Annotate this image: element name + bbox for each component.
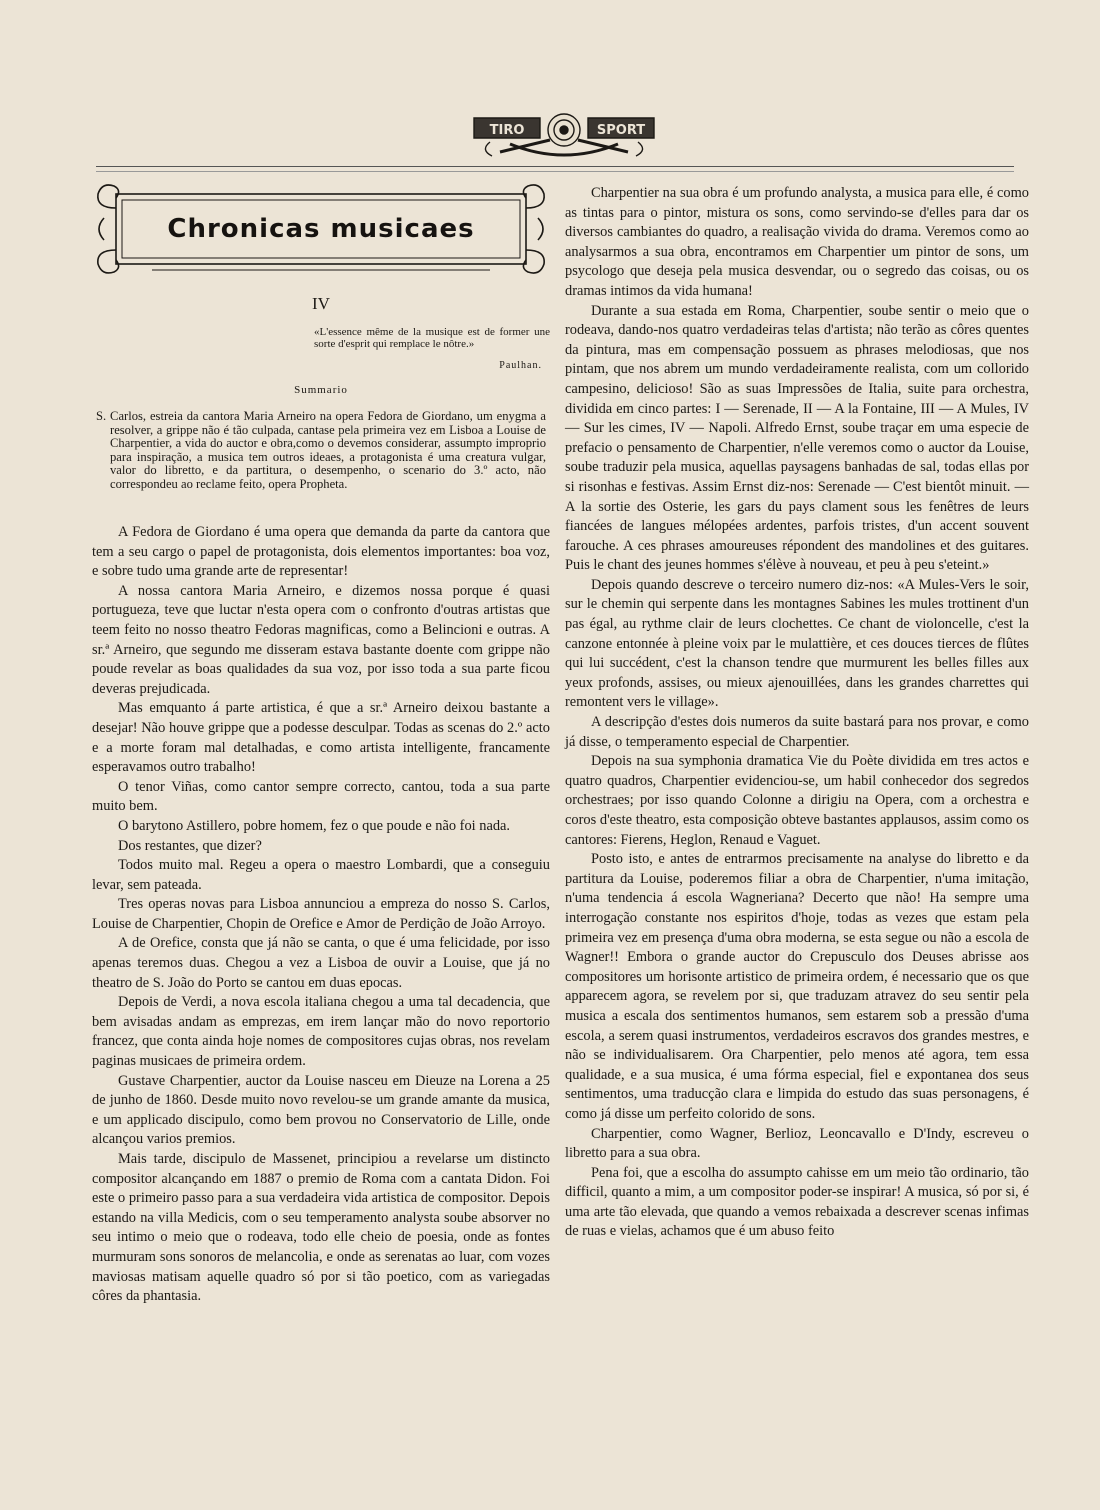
paragraph: Tres operas novas para Lisboa annunciou a empreza do nosso S. Carlos, Louise de Charpentier, Chopin de Orefice e Amor de Perdição de João Arroyo. — [92, 896, 550, 932]
right-body — [565, 184, 1029, 1242]
masthead-word-left: TIRO — [489, 123, 525, 138]
masthead-word-right: SPORT — [596, 123, 646, 138]
paragraph: Todos muito mal. Regeu a opera o maestro Lombardi, que a conseguiu levar, sem pateada. — [92, 857, 550, 893]
left-column — [92, 178, 550, 1307]
paragraph: Posto isto, e antes de entrarmos precisamente na analyse do libretto e da partitura da Louise, poderemos filiar a obra de Charpentier, n'uma imitação, n'uma tendencia á escola Wagneriana? Decerto que não! Ha sempre uma interrogação constante nos espiritos d'hoje, todas as vezes que estam pela primeira vez em presença d'uma obra moderna, se esta segue ou não a escola de Wagner!! Embora o grande auctor do Crepusculo dos Deuses abrisse aos compositores um horisonte artistico de primeira ordem, é necessario que os que apparecem agora, se revelem por si, que traduzam atravez do seu sentir pela musica a escala dos sentimentos humanos, sem estarem sob a pressão d'uma escola, a serem quasi instrumentos, verdadeiros escravos dos grandes mestres, e não se individualisarem. Ora Charpentier, pelo menos até agora, tem essa qualidade, e a sua musica, é uma fórma especial, fiel e expontanea dos seus sentimentos, uma traducção clara e limpida do estudo das suas personagens, é como já disse um perfeito colorido de sons. — [565, 851, 1029, 1122]
paragraph: Pena foi, que a escolha do assumpto cahisse em um meio tão ordinario, tão difficil, quanto a mim, a um compositor poder-se inspirar! A musica, só por si, é uma arte tão elevada, que quando a vemos rebaixada a descrever scenas infimas de ruas e vielas, achamos que é um abuso feito — [565, 1164, 1029, 1240]
part-number: IV — [312, 294, 330, 313]
paragraph: O barytono Astillero, pobre homem, fez o que poude e não foi nada. — [118, 817, 511, 834]
paragraph: Charpentier, como Wagner, Berlioz, Leoncavallo e D'Indy, escreveu o libretto para a sua obra. — [565, 1125, 1029, 1162]
paragraph: Depois na sua symphonia dramatica Vie du Poète dividida em tres actos e quatro quadros, Charpentier evidenciou-se, um habil conhecedor dos segredos orchestraes; por isso quando Colonne a dirigiu na Opera, com a orchestra e coros d'este theatro, esta composição obteve bastantes applausos, assim como os cantores: Fierens, Heglon, Renaud e Vaguet. — [565, 753, 1029, 848]
epigraph — [314, 326, 550, 372]
summary-heading: Summario — [294, 384, 348, 396]
left-body — [92, 523, 550, 1307]
paragraph: A nossa cantora Maria Arneiro, e dizemos nossa porque é quasi portugueza, teve que luctar n'esta opera com o confronto d'outras artistas que teem feito no nosso theatro Fedoras magnificas, como a Belincioni e outras. A sr.ª Arneiro, que segundo me disseram estava bastante doente com grippe não poude revelar as boas qualidades da sua voz, por isso toda a sua parte ficou deveras prejudicada. — [92, 582, 550, 697]
header-rule — [96, 166, 1014, 167]
paragraph: Depois quando descreve o terceiro numero diz-nos: «A Mules-Vers le soir, sur le chemin qui serpente dans les montagnes Sabines les mules trottinent d'un pas égal, au rythme clair de leurs clochettes. Ce chant de violoncelle, c'est la canzone entonnée à pleine voix par le mulattière, et ces douces tierces de flûtes qui lui succédent, c'est la chanson tendre que murmurent les belles filles aux yeux profonds, assises, ou mieux ajenouillées, dans les grandes charrettes qui remontent vers le village». — [565, 576, 1029, 711]
paragraph: Durante a sua estada em Roma, Charpentier, soube sentir o meio que o rodeava, dando-nos quatro verdadeiras telas d'artista; não terão as côres quentes da pintura, mas em compensação possuem as phrases melodiosas, que nos pintam, que nos abrem um mundo verdadeiramente realista, com um collorido campesino, delicioso! São as suas Impressões de Italia, suite para orchestra, dividida em cinco partes: I — Serenade, II — A la Fontaine, III — A Mules, IV — Sur les cimes, IV — Napoli. Alfredo Ernst, soube traçar em uma especie de prefacio o pensamento de Charpentier, n'elle veremos como o auctor da Louise, soube traduzir pela musica, aquellas paysagens banhadas de sal, todas ellas por si risonhas e festivas. Assim Ernst diz-nos: Serenade — C'est bientôt minuit. — A la sortie des Osterie, les gars du pays clament sous les fenêtres de leurs fiancées de langues mélopées ardentes, parfois tristes, d'un accent souvent farouche. A ces phrases amoureuses répondent des mandolines et des guitares. Puis le chant des jeunes hommes s'élève à nouveau, et peu à peu s'eteint.» — [565, 302, 1029, 574]
right-column — [565, 184, 1029, 1242]
paragraph: Gustave Charpentier, auctor da Louise nasceu em Dieuze na Lorena a 25 de junho de 1860. Desde muito novo revelou-se um grande amante da musica, e um applicado discipulo, como bem provou no Conservatorio de Lille, onde alcançou varios premios. — [92, 1072, 550, 1148]
paragraph: A descripção d'estes dois numeros da suite bastará para nos provar, e como já disse, o temperamento especial de Charpentier. — [565, 714, 1029, 750]
summary-text: S. Carlos, estreia da cantora Maria Arneiro na opera Fedora de Giordano, um enygma a resolver, a grippe não é tão culpada, cantase pela primeira vez em Lisboa a Louise de Charpentier, a vida do auctor e obra,como o devemos considerar, assumpto improprio para inspiração, a musica tem outros ideaes, a protagonista é uma creatura vulgar, valor do libretto, e da partitura, o desempenho, o scenario do 3.º acto, não correspondeu ao reclame feito, opera Propheta. — [96, 409, 546, 491]
paragraph: Mais tarde, discipulo de Massenet, principiou a revelarse um distincto compositor alcançando em 1887 o premio de Roma com a cantata Didon. Foi este o primeiro passo para a sua verdadeira vida artistica de compositor. Depois estando na villa Medicis, com o seu temperamento analysta soube absorver no seu intimo o meio que o rodeava, todo elle cheio de poesia, onde as fontes murmuram sons sonoros de melancolia, e onde as serenatas ao luar, com vozes maviosas matisam aquelle quadro só por si tão poetico, com as variegadas côres da phantasia. — [92, 1151, 550, 1305]
paragraph: Mas emquanto á parte artistica, é que a sr.ª Arneiro deixou bastante a desejar! Não houve grippe que a podesse desculpar. Todas as scenas do 2.º acto e a morte foram mal detalhadas, e como artista intelligente, francamente esperavamos outro trabalho! — [92, 700, 550, 776]
title-frame — [92, 178, 550, 280]
epigraph-author: Paulhan. — [499, 360, 542, 371]
epigraph-text: «L'essence même de la musique est de former une sorte d'esprit qui remplace le nôtre.» — [314, 326, 550, 350]
paragraph: Charpentier na sua obra é um profundo analysta, a musica para elle, é como as tintas para o pintor, mistura os sons, como servindo-se d'elles para dar os diversos cambiantes do quadro, a realisação vivida do drama. Veremos como ao analysarmos a sua obra, encontramos em Charpentier um pintor de sons, um psycologo que deseja pela musica desvendar, ou o segredo das coisas, ou os dramas intimos da vida humana! — [565, 185, 1029, 299]
masthead-logo — [470, 108, 658, 164]
paragraph: A Fedora de Giordano é uma opera que demanda da parte da cantora que tem a seu cargo o papel de protagonista, dois elementos importantes: boa voz, e sobre tudo uma grande arte de representar! — [92, 524, 550, 580]
paragraph: A de Orefice, consta que já não se canta, o que é uma felicidade, por isso apenas teremos duas. Chegou a vez a Lisboa de ouvir a Louise, que já no theatro de S. João do Porto se cantou em duas epocas. — [92, 935, 550, 991]
paragraph: Dos restantes, que dizer? — [118, 837, 262, 854]
article-title: Chronicas musicaes — [167, 214, 475, 244]
paragraph: Depois de Verdi, a nova escola italiana chegou a uma tal decadencia, que bem avisadas andam as emprezas, em irem lançar mão do novo reportorio francez, que conta ainda hoje nomes de compositores cujas obras, nos revelam paginas musicaes de primeira ordem. — [92, 994, 550, 1070]
header-rule-thin — [96, 171, 1014, 172]
paragraph: O tenor Viñas, como cantor sempre correcto, cantou, toda a sua parte muito bem. — [92, 778, 550, 815]
